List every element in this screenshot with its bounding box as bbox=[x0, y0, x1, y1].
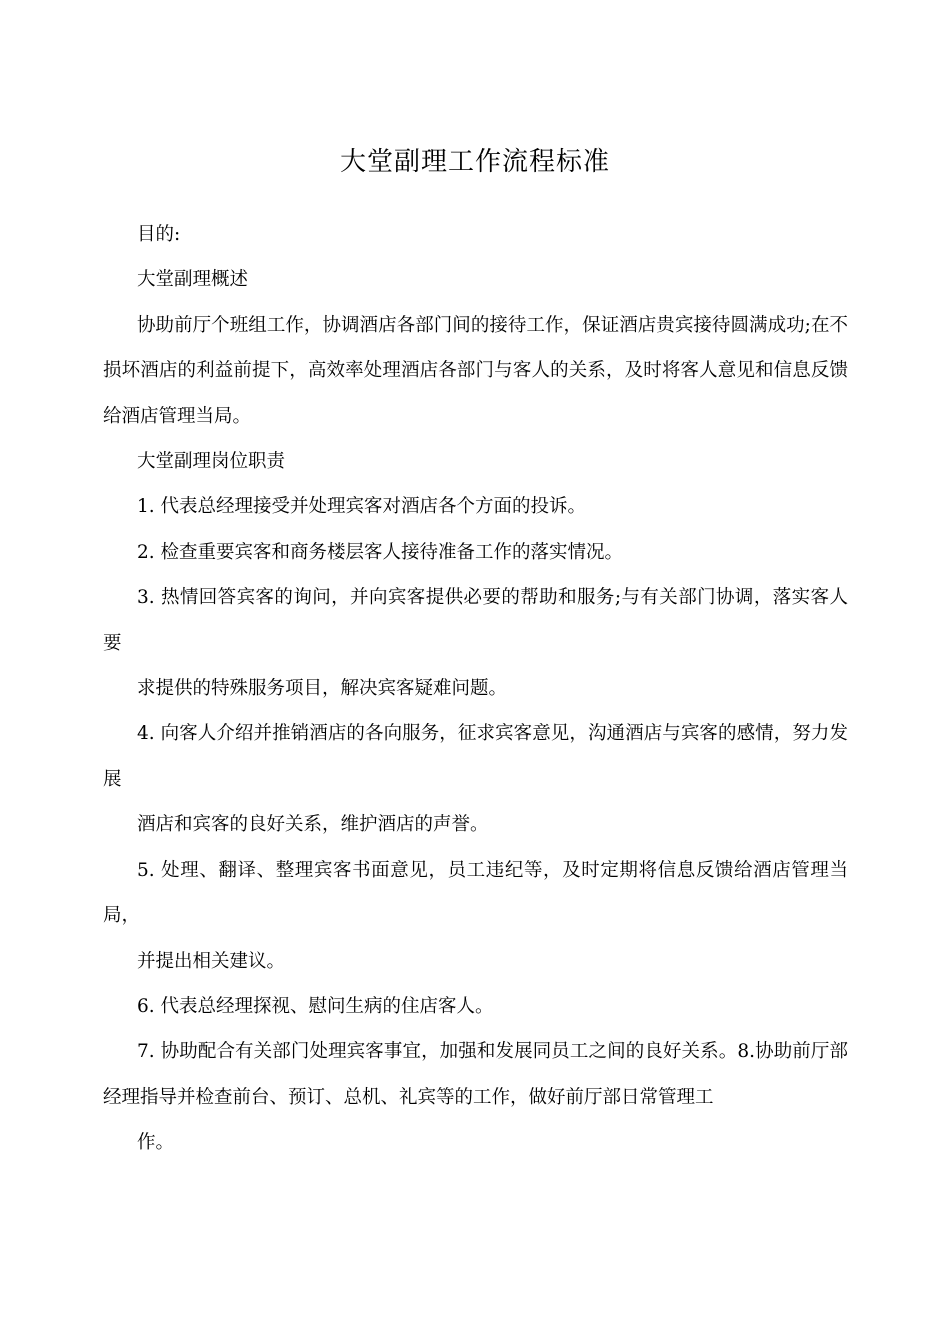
paragraph-duty-3-continued: 求提供的特殊服务项目，解决宾客疑难问题。 bbox=[137, 678, 508, 700]
paragraph-duty-1: 1. 代表总经理接受并处理宾客对酒店各个方面的投诉。 bbox=[137, 496, 587, 518]
paragraph-purpose: 目的: bbox=[137, 224, 181, 245]
paragraph-duty-4: 4. 向客人介绍并推销酒店的各向服务，征求宾客意见，沟通酒店与宾客的感情，努力发展 bbox=[103, 723, 848, 790]
paragraph-duty-3: 3. 热情回答宾客的询问，并向宾客提供必要的帮助和服务;与有关部门协调，落实客人要 bbox=[103, 587, 848, 654]
paragraph-duty-5-continued: 并提出相关建议。 bbox=[137, 950, 286, 972]
paragraph-duty-5: 5. 处理、翻译、整理宾客书面意见，员工违纪等，及时定期将信息反馈给酒店管理当局， bbox=[103, 859, 848, 927]
paragraph-duty-8-continued: 作。 bbox=[137, 1132, 175, 1154]
document-title: 大堂副理工作流程标准 bbox=[339, 147, 610, 177]
paragraph-overview: 协助前厅个班组工作，协调酒店各部门间的接待工作，保证酒店贵宾接待圆满成功;在不损坏酒店的利益前提下，高效率处理酒店各部门与客人的关系，及时将客人意见和信息反馈给酒店管理当局。 bbox=[103, 314, 848, 427]
paragraph-overview-heading: 大堂副理概述 bbox=[137, 269, 249, 291]
paragraph-duties-heading: 大堂副理岗位职责 bbox=[137, 451, 286, 473]
paragraph-duty-6: 6. 代表总经理探视、慰问生病的住店客人。 bbox=[137, 995, 494, 1017]
paragraph-duty-4-continued: 酒店和宾客的良好关系，维护酒店的声誉。 bbox=[137, 814, 489, 836]
paragraph-duty-7-8: 7. 协助配合有关部门处理宾客事宜，加强和发展同员工之间的良好关系。8.协助前厅部经理指导并检查前台、预订、总机、礼宾等的工作，做好前厅部日常管理工 bbox=[103, 1041, 848, 1108]
paragraph-duty-2: 2. 检查重要宾客和商务楼层客人接待准备工作的落实情况。 bbox=[137, 541, 624, 563]
document-body bbox=[103, 212, 848, 1166]
